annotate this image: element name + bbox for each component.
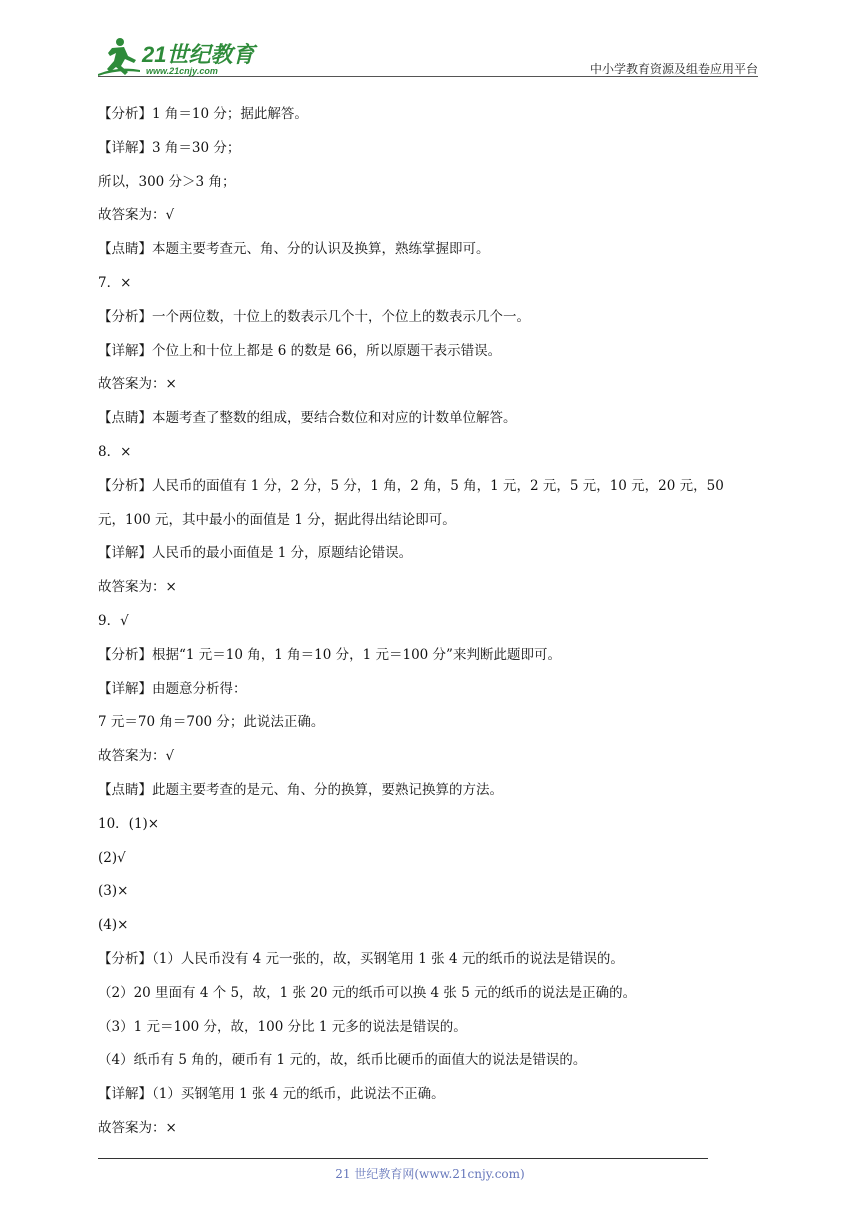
text-line: (3)× <box>98 883 129 900</box>
question-number: 9．√ <box>98 612 129 629</box>
question-number: 7．× <box>98 274 132 291</box>
text-line: 【点睛】本题主要考查元、角、分的认识及换算，熟练掌握即可。 <box>98 241 490 258</box>
text-line: 【详解】3 角＝30 分； <box>98 139 241 156</box>
text-line: 【详解】（1）买钢笔用 1 张 4 元的纸币，此说法不正确。 <box>98 1086 445 1103</box>
text-line: 【详解】个位上和十位上都是 6 的数是 66，所以原题干表示错误。 <box>98 342 502 359</box>
text-line: 故答案为：× <box>98 1119 177 1136</box>
page-header <box>98 32 758 80</box>
question-number: 8．× <box>98 443 132 460</box>
header-divider <box>98 76 758 77</box>
svg-text:www.21cnjy.com: www.21cnjy.com <box>146 66 218 76</box>
text-line: 【分析】根据“1 元＝10 角，1 角＝10 分，1 元＝100 分”来判断此题即可。 <box>98 646 561 663</box>
text-line: 元，100 元，其中最小的面值是 1 分，据此得出结论即可。 <box>98 511 456 528</box>
question-number: 10．(1)× <box>98 815 160 832</box>
text-line: 【分析】1 角＝10 分；据此解答。 <box>98 106 308 122</box>
document-body <box>98 98 762 1146</box>
text-line: 【分析】（1）人民币没有 4 元一张的，故，买钢笔用 1 张 4 元的纸币的说法是错误的。 <box>98 950 624 967</box>
text-line: 故答案为：× <box>98 579 177 596</box>
page-footer: 21 世纪教育网(www.21cnjy.com) <box>335 1167 525 1181</box>
text-line: 【详解】人民币的最小面值是 1 分，原题结论错误。 <box>98 545 413 562</box>
footer-divider <box>98 1158 708 1159</box>
text-line: 所以，300 分＞3 角； <box>98 173 236 190</box>
text-line: 故答案为：√ <box>98 748 175 765</box>
text-line: 【分析】一个两位数，十位上的数表示几个十，个位上的数表示几个一。 <box>98 308 530 325</box>
text-line: 7 元＝70 角＝700 分；此说法正确。 <box>98 714 325 731</box>
text-line: 【详解】由题意分析得： <box>98 680 247 697</box>
text-line: （3）1 元＝100 分，故，100 分比 1 元多的说法是错误的。 <box>98 1018 467 1035</box>
text-line: (4)× <box>98 917 129 934</box>
text-line: （2）20 里面有 4 个 5，故，1 张 20 元的纸币可以换 4 张 5 元的纸币的说法是正确的。 <box>98 984 637 1001</box>
text-line: 【点睛】本题考查了整数的组成，要结合数位和对应的计数单位解答。 <box>98 410 517 427</box>
text-line: 【分析】人民币的面值有 1 分，2 分，5 分，1 角，2 角，5 角，1 元，2 元，5 元，10 元，20 元，50 <box>98 477 724 494</box>
text-line: (2)√ <box>98 849 126 866</box>
site-logo <box>98 36 258 78</box>
text-line: （4）纸币有 5 角的，硬币有 1 元的，故，纸币比硬币的面值大的说法是错误的。 <box>98 1052 587 1069</box>
text-line: 故答案为：√ <box>98 207 175 224</box>
text-line: 【点睛】此题主要考查的是元、角、分的换算，要熟记换算的方法。 <box>98 781 503 798</box>
site-tagline: 中小学教育资源及组卷应用平台 <box>589 62 758 76</box>
svg-text:21世纪教育: 21世纪教育 <box>142 42 255 67</box>
text-line: 故答案为：× <box>98 376 177 393</box>
